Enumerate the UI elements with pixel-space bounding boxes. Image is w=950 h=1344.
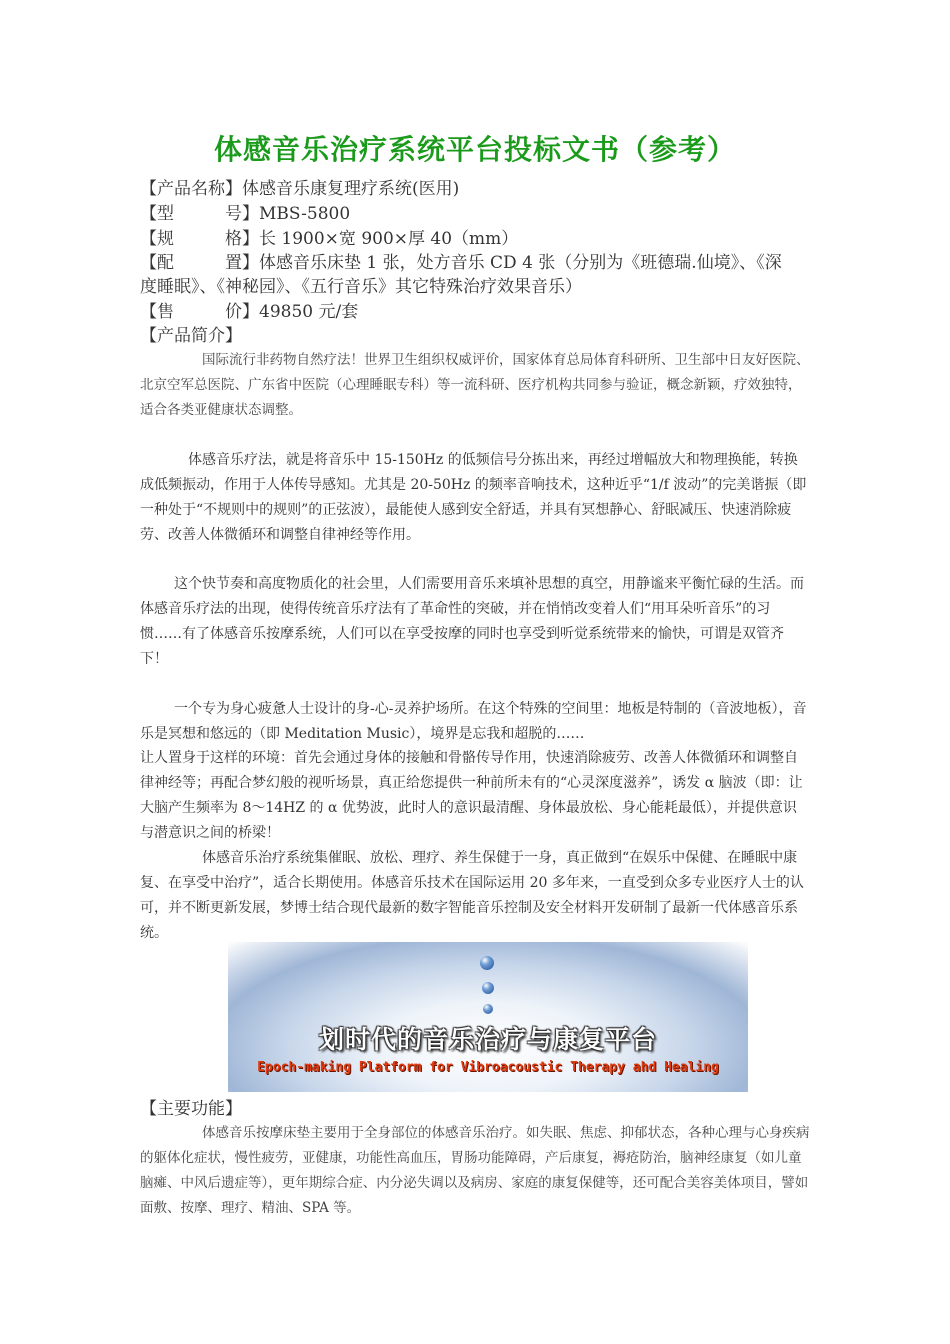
field-config — [140, 250, 782, 276]
field-label: 【配 置】 — [140, 253, 259, 273]
water-drop-icon — [480, 956, 494, 970]
field-value: 体感音乐床垫 1 张，处方音乐 CD 4 张（分别为《班德瑞.仙境》、《深 — [259, 253, 782, 273]
field-product-name — [140, 176, 459, 202]
field-price — [140, 299, 358, 325]
field-config-continued — [140, 274, 582, 300]
field-value: 体感音乐康复理疗系统(医用) — [242, 179, 460, 199]
field-value: 长 1900×宽 900×厚 40（mm） — [259, 229, 519, 249]
banner-image — [228, 942, 748, 1092]
water-drop-icon — [483, 1004, 493, 1014]
field-label: 【主要功能】 — [140, 1099, 242, 1119]
field-label: 【规 格】 — [140, 229, 259, 249]
section-heading-functions — [140, 1096, 242, 1122]
paragraph-space: 一个专为身心疲惫人士设计的身-心-灵养护场所。在这个特殊的空间里：地板是特制的（音波地板），音乐是冥想和悠远的（即 Meditation Music），境界是忘我和超脱的…… — [140, 701, 807, 742]
document-title: 体感音乐治疗系统平台投标文书（参考） — [213, 133, 736, 166]
water-drop-icon — [482, 982, 494, 994]
paragraph-functions: 体感音乐按摩床垫主要用于全身部位的体感音乐治疗。如失眠、焦虑、抑郁状态，各种心理与心身疾病的躯体化症状，慢性疲劳，亚健康，功能性高血压，胃肠功能障碍，产后康复，褥疮防治，脑神经康复（如儿童脑瘫、中风后遗症等），更年期综合症、内分泌失调以及病房、家庭的康复保健等，还可配合美容美体项目，譬如面敷、按摩、理疗、精油、SPA 等。 — [140, 1125, 810, 1216]
paragraph-system: 体感音乐治疗系统集催眠、放松、理疗、养生保健于一身，真正做到“在娱乐中保健、在睡眠中康复、在享受中治疗”，适合长期使用。体感音乐技术在国际运用 20 多年来，一直受到众多专业医疗人士的认可，并不断更新发展，梦博士结合现代最新的数字智能音乐控制及安全材料开发研制了最新一代体感音乐系统。 — [140, 850, 804, 941]
field-label: 【产品名称】 — [140, 179, 242, 199]
field-spec — [140, 226, 518, 252]
paragraph-intro: 国际流行非药物自然疗法！世界卫生组织权威评价，国家体育总局体育科研所、卫生部中日友好医院、北京空军总医院、广东省中医院（心理睡眠专科）等一流科研、医疗机构共同参与验证，概念新颖，疗效独特，适合各类亚健康状态调整。 — [140, 352, 810, 418]
field-value: 49850 元/套 — [259, 302, 359, 322]
field-label: 【产品简介】 — [140, 326, 242, 346]
field-value: 度睡眠》、《神秘园》、《五行音乐》其它特殊治疗效果音乐） — [140, 277, 582, 297]
section-heading-intro — [140, 323, 242, 349]
field-value: MBS-5800 — [259, 204, 351, 224]
paragraph-society: 这个快节奏和高度物质化的社会里，人们需要用音乐来填补思想的真空，用静谧来平衡忙碌的生活。而体感音乐疗法的出现，使得传统音乐疗法有了革命性的突破，并在悄悄改变着人们“用耳朵听音乐”的习惯……有了体感音乐按摩系统，人们可以在享受按摩的同时也享受到听觉系统带来的愉快，可谓是双管齐下！ — [140, 576, 804, 667]
paragraph-environment: 让人置身于这样的环境：首先会通过身体的接触和骨骼传导作用，快速消除疲劳、改善人体微循环和调整自律神经等；再配合梦幻般的视听场景，真正给您提供一种前所未有的“心灵深度滋养”，诱发 α 脑波（即：让大脑产生频率为 8～14HZ 的 α 优势波，此时人的意识最清醒、身体最放松、身心能耗最低），并提供意识与潜意识之间的桥梁！ — [140, 750, 803, 841]
field-model — [140, 201, 350, 227]
field-label: 【售 价】 — [140, 302, 259, 322]
banner-subtitle: Epoch-making Platform for Vibroacoustic Therapy ahd Healing — [257, 1060, 719, 1075]
paragraph-therapy: 体感音乐疗法，就是将音乐中 15-150Hz 的低频信号分拣出来，再经过增幅放大和物理换能，转换成低频振动，作用于人体传导感知。尤其是 20-50Hz 的频率音响技术，这种近乎“1/f 波动”的完美谐振（即一种处于“不规则中的规则”的正弦波），最能使人感到安全舒适，并具有冥想静心、舒眠减压、快速消除疲劳、改善人体微循环和调整自律神经等作用。 — [140, 452, 807, 543]
banner-title: 划时代的音乐治疗与康复平台 — [318, 1025, 657, 1054]
field-label: 【型 号】 — [140, 204, 259, 224]
